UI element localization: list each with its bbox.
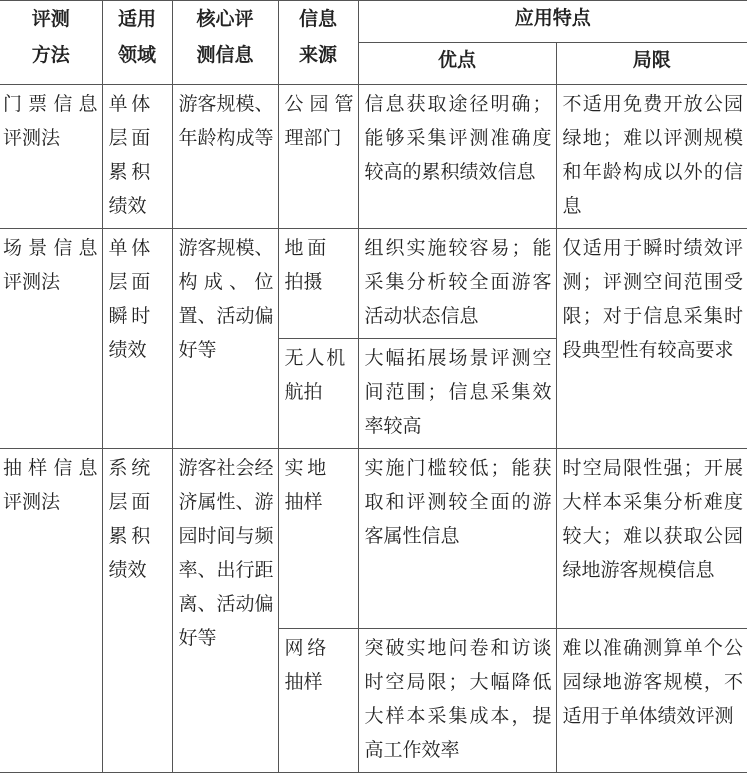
cell-source: 网络抽样	[278, 629, 358, 773]
table-row	[0, 449, 747, 629]
table-row	[0, 85, 747, 229]
cell-pros: 信息获取途径明确；能够采集评测准确度较高的累积绩效信息	[358, 85, 556, 229]
cell-source: 地面拍摄	[278, 229, 358, 339]
header-cons: 局限	[556, 43, 747, 85]
cell-pros: 实施门槛较低；能获取和评测较全面的游客属性信息	[358, 449, 556, 629]
header-features: 应用特点	[358, 1, 747, 43]
cell-pros: 大幅拓展场景评测空间范围；信息采集效率较高	[358, 339, 556, 449]
cell-method: 场景信息评测法	[0, 229, 102, 449]
header-core-info: 核心评测信息	[172, 1, 278, 85]
cell-domain: 系统层面累积绩效	[102, 449, 172, 773]
header-domain: 适用领域	[102, 1, 172, 85]
cell-pros: 突破实地问卷和访谈时空局限；大幅降低大样本采集成本，提高工作效率	[358, 629, 556, 773]
header-pros: 优点	[358, 43, 556, 85]
cell-cons: 时空局限性强；开展大样本采集分析难度较大；难以获取公园绿地游客规模信息	[556, 449, 747, 629]
cell-cons: 难以准确测算单个公园绿地游客规模，不适用于单体绩效评测	[556, 629, 747, 773]
cell-core-info: 游客规模、构成、位置、活动偏好等	[172, 229, 278, 449]
cell-pros: 组织实施较容易；能采集分析较全面游客活动状态信息	[358, 229, 556, 339]
table-row	[0, 229, 747, 339]
header-method: 评测方法	[0, 1, 102, 85]
cell-domain: 单体层面累积绩效	[102, 85, 172, 229]
cell-source: 实地抽样	[278, 449, 358, 629]
cell-core-info: 游客社会经济属性、游园时间与频率、出行距离、活动偏好等	[172, 449, 278, 773]
header-info-source: 信息来源	[278, 1, 358, 85]
cell-cons: 不适用免费开放公园绿地；难以评测规模和年龄构成以外的信息	[556, 85, 747, 229]
cell-method: 抽样信息评测法	[0, 449, 102, 773]
cell-source: 无人机航拍	[278, 339, 358, 449]
cell-core-info: 游客规模、年龄构成等	[172, 85, 278, 229]
cell-domain: 单体层面瞬时绩效	[102, 229, 172, 449]
cell-source: 公园管理部门	[278, 85, 358, 229]
cell-method: 门票信息评测法	[0, 85, 102, 229]
cell-cons: 仅适用于瞬时绩效评测；评测空间范围受限；对于信息采集时段典型性有较高要求	[556, 229, 747, 449]
